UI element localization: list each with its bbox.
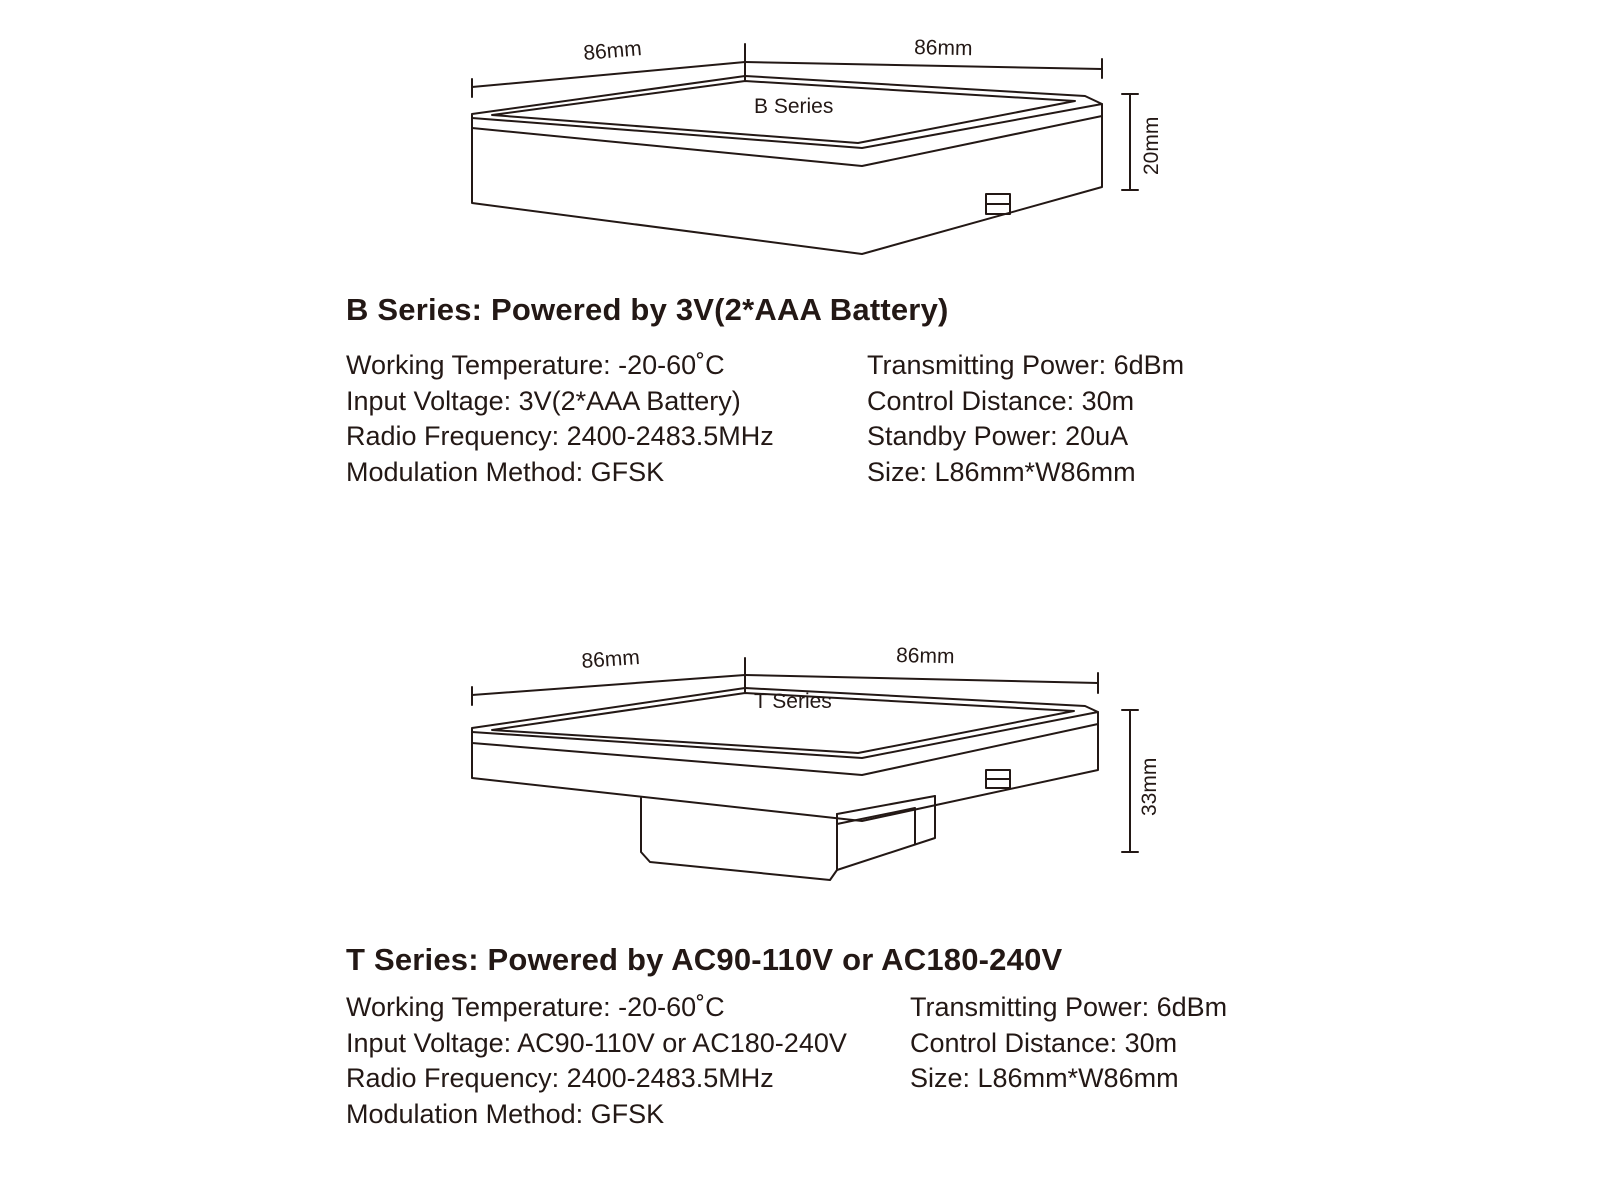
b-specs-right-column (867, 348, 1184, 490)
t-dim-right-label: 86mm (895, 644, 955, 669)
spec-item: Size: L86mm*W86mm (867, 456, 1136, 487)
b-series-diagram (0, 0, 1600, 270)
t-series-device-outline (472, 688, 1098, 880)
spec-item: Radio Frequency: 2400-2483.5MHz (346, 1063, 774, 1093)
b-series-specs (346, 348, 1246, 493)
t-series-heading: T Series: Powered by AC90-110V or AC180-240V (346, 942, 1063, 977)
b-series-heading: B Series: Powered by 3V(2*AAA Battery) (346, 292, 949, 327)
b-series-device-label: B Series (754, 95, 834, 118)
spec-item: Transmitting Power: 6dBm (910, 992, 1228, 1022)
t-series-specs (346, 990, 1346, 1135)
b-dim-left-label: 86mm (582, 36, 643, 65)
spec-item: Size: L86mm*W86mm (910, 1063, 1179, 1093)
t-height-dimension-lines (1122, 710, 1138, 852)
spec-item: Working Temperature: -20-60˚C (346, 350, 725, 380)
spec-item: Input Voltage: 3V(2*AAA Battery) (346, 385, 741, 416)
spec-item: Working Temperature: -20-60˚C (346, 992, 725, 1022)
b-height-dimension-lines (1122, 94, 1138, 190)
spec-item: Control Distance: 30m (867, 385, 1135, 416)
spec-item: Modulation Method: GFSK (346, 456, 665, 487)
t-series-diagram (0, 630, 1600, 900)
t-dim-height-label: 33mm (1138, 757, 1161, 816)
spec-item: Standby Power: 20uA (867, 421, 1129, 451)
spec-item: Control Distance: 30m (910, 1027, 1178, 1058)
b-dim-height-label: 20mm (1140, 116, 1163, 175)
b-dim-right-label: 86mm (913, 36, 973, 61)
b-width-dimension-lines (472, 44, 1102, 97)
t-specs-left-column (346, 990, 847, 1132)
spec-item: Transmitting Power: 6dBm (867, 350, 1185, 380)
t-series-device-label: T Series (754, 690, 832, 713)
b-specs-left-column (346, 348, 774, 490)
spec-item: Radio Frequency: 2400-2483.5MHz (346, 421, 774, 451)
spec-item: Modulation Method: GFSK (346, 1098, 665, 1129)
t-dim-left-label: 86mm (580, 645, 641, 673)
t-specs-right-column (910, 990, 1227, 1097)
spec-item: Input Voltage: AC90-110V or AC180-240V (346, 1027, 847, 1058)
